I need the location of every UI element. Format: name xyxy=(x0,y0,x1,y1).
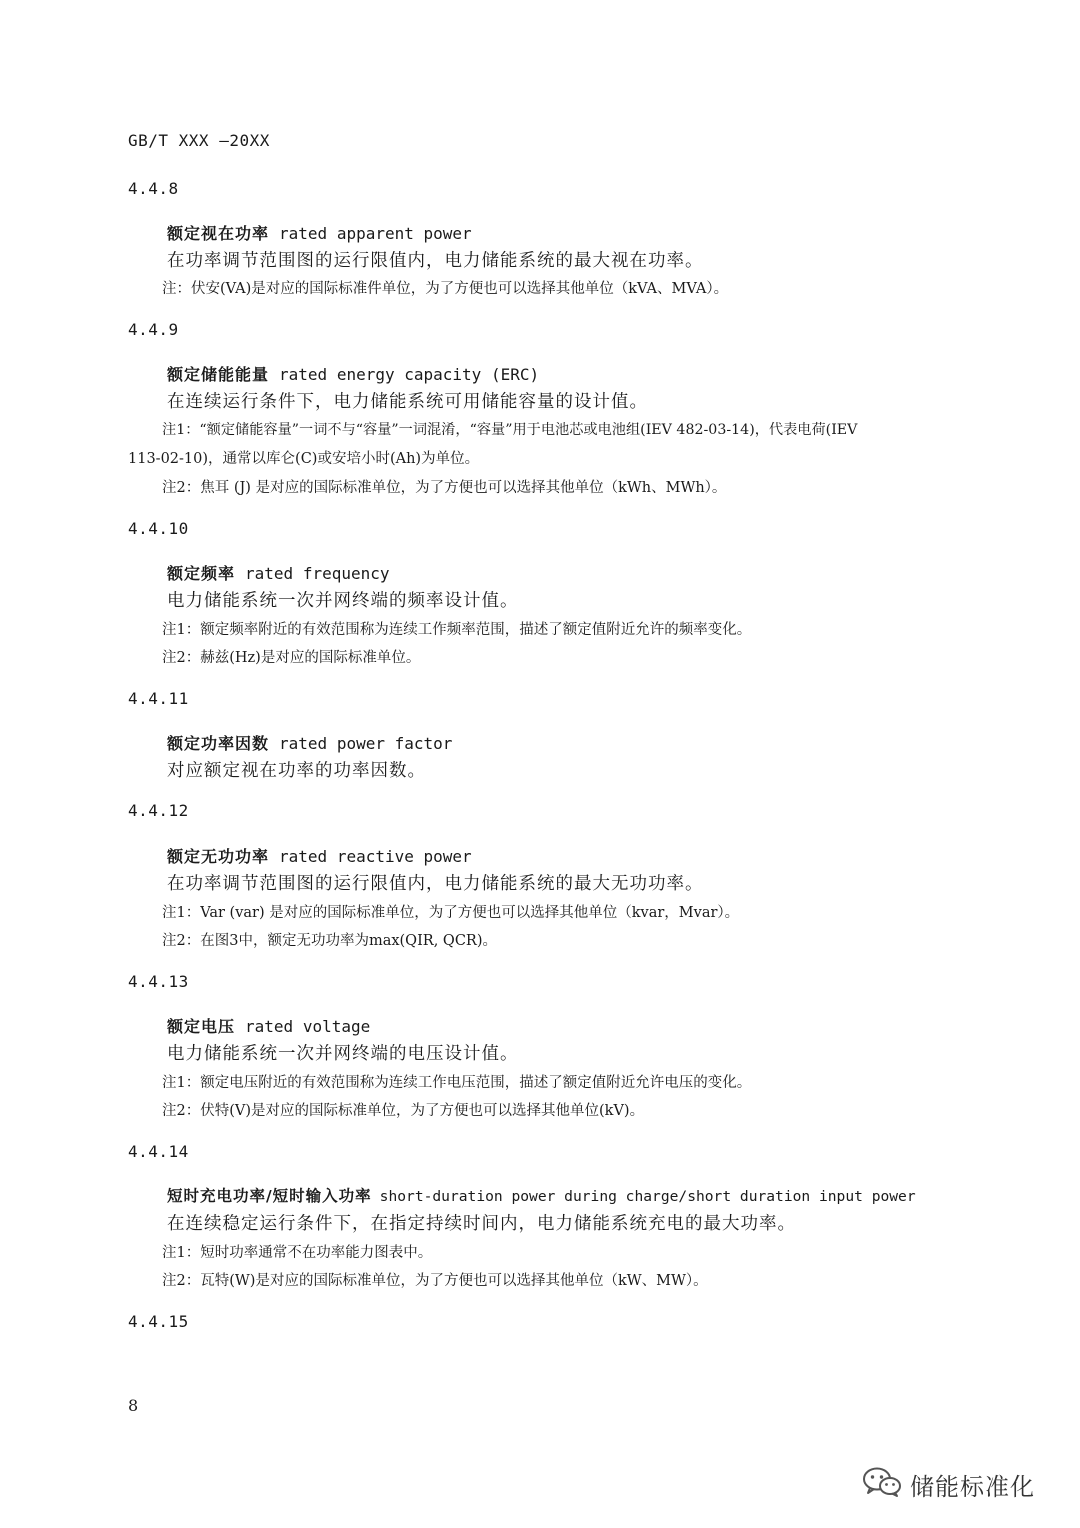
term-heading xyxy=(167,844,472,867)
watermark xyxy=(862,1466,1035,1502)
watermark-text: 储能标准化 xyxy=(910,1472,1035,1501)
term-definition: 电力储能系统一次并网终端的电压设计值。 xyxy=(167,1044,519,1064)
note: 注：伏安(VA)是对应的国际标准件单位，为了方便也可以选择其他单位（kVA、MVA）。 xyxy=(162,281,729,297)
term-en: rated power factor xyxy=(279,734,453,753)
note: 注2：瓦特(W)是对应的国际标准单位，为了方便也可以选择其他单位（kW、MW）。 xyxy=(162,1273,708,1289)
note-continuation: 113-02-10)，通常以库仑(C)或安培小时(Ah)为单位。 xyxy=(128,451,480,467)
term-definition: 在功率调节范围图的运行限值内，电力储能系统的最大无功功率。 xyxy=(167,874,704,894)
clause-number: 4.4.9 xyxy=(128,320,179,339)
note: 注1：额定频率附近的有效范围称为连续工作频率范围，描述了额定值附近允许的频率变化。 xyxy=(162,622,752,638)
page-number: 8 xyxy=(128,1396,139,1415)
clause-number: 4.4.10 xyxy=(128,519,189,538)
clause-number: 4.4.15 xyxy=(128,1312,189,1331)
term-en: rated energy capacity (ERC) xyxy=(279,365,540,384)
term-heading xyxy=(167,362,539,385)
note: 注1：“额定储能容量”一词不与“容量”一词混淆，“容量”用于电池芯或电池组(IEV 482-03-14)，代表电荷(IEV xyxy=(162,422,858,438)
wechat-icon xyxy=(862,1466,902,1502)
term-definition: 电力储能系统一次并网终端的频率设计值。 xyxy=(167,591,519,611)
clause-number: 4.4.14 xyxy=(128,1142,189,1161)
term-en: rated frequency xyxy=(245,564,390,583)
note: 注2：赫兹(Hz)是对应的国际标准单位。 xyxy=(162,650,421,666)
clause-number: 4.4.8 xyxy=(128,179,179,198)
note: 注1：Var (var) 是对应的国际标准单位，为了方便也可以选择其他单位（kvar，Mvar）。 xyxy=(162,905,740,921)
term-zh: 额定储能能量 xyxy=(167,365,270,384)
term-en: short-duration power during charge/short duration input power xyxy=(379,1188,916,1205)
term-zh: 短时充电功率/短时输入功率 xyxy=(167,1187,372,1205)
term-zh: 额定视在功率 xyxy=(167,224,270,243)
term-heading xyxy=(167,731,452,754)
standard-header: GB/T XXX —20XX xyxy=(128,131,270,150)
term-heading xyxy=(167,1184,916,1206)
term-definition: 在连续运行条件下，电力储能系统可用储能容量的设计值。 xyxy=(167,392,648,412)
clause-number: 4.4.13 xyxy=(128,972,189,991)
clause-number: 4.4.11 xyxy=(128,689,189,708)
term-heading xyxy=(167,1014,370,1037)
term-en: rated voltage xyxy=(245,1017,371,1036)
term-heading xyxy=(167,561,390,584)
note: 注2：伏特(V)是对应的国际标准单位，为了方便也可以选择其他单位(kV)。 xyxy=(162,1103,645,1119)
clause-number: 4.4.12 xyxy=(128,801,189,820)
note: 注2：在图3中，额定无功功率为max(QIR, QCR)。 xyxy=(162,933,497,949)
term-heading xyxy=(167,221,472,244)
term-en: rated reactive power xyxy=(279,847,472,866)
term-zh: 额定频率 xyxy=(167,564,236,583)
term-zh: 额定电压 xyxy=(167,1017,236,1036)
term-en: rated apparent power xyxy=(279,224,472,243)
term-zh: 额定无功功率 xyxy=(167,847,270,866)
term-zh: 额定功率因数 xyxy=(167,734,270,753)
note: 注2：焦耳 (J) 是对应的国际标准单位，为了方便也可以选择其他单位（kWh、MWh）。 xyxy=(162,480,727,496)
note: 注1：短时功率通常不在功率能力图表中。 xyxy=(162,1245,433,1261)
term-definition: 在功率调节范围图的运行限值内，电力储能系统的最大视在功率。 xyxy=(167,251,704,271)
term-definition: 在连续稳定运行条件下，在指定持续时间内，电力储能系统充电的最大功率。 xyxy=(167,1214,796,1234)
note: 注1：额定电压附近的有效范围称为连续工作电压范围，描述了额定值附近允许电压的变化。 xyxy=(162,1075,752,1091)
term-definition: 对应额定视在功率的功率因数。 xyxy=(167,761,426,781)
